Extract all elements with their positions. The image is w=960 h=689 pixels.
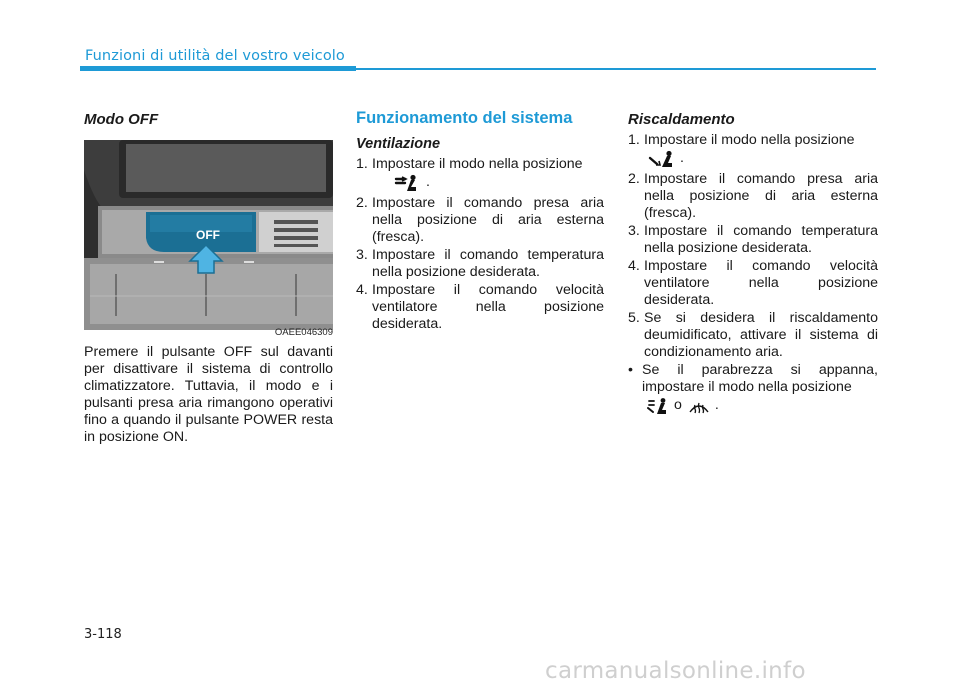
list-item: 4. Impostare il comando velocità ventilatore nella posizione desiderata. xyxy=(356,282,604,332)
figure-off-button xyxy=(84,140,333,338)
figure-code: OAEE046309 xyxy=(274,327,333,338)
list-item: 1. Impostare il modo nella posizione xyxy=(356,156,583,172)
riscaldamento-steps xyxy=(628,132,878,416)
list-item-icon-line: o . xyxy=(628,397,878,416)
list-item: 3. Impostare il comando temperatura nella posizione desiderata. xyxy=(356,247,604,280)
header-rule xyxy=(356,68,876,70)
defrost-icon xyxy=(688,397,710,416)
list-item-icon-line: . xyxy=(356,174,604,193)
subheading-ventilazione: Ventilazione xyxy=(356,136,441,152)
column-modo-off-text xyxy=(84,344,333,446)
page-number: 3-118 xyxy=(84,627,122,642)
floor-defrost-icon xyxy=(646,397,668,416)
heading-modo-off: Modo OFF xyxy=(84,111,159,128)
watermark: carmanualsonline.info xyxy=(545,658,806,684)
heading-riscaldamento: Riscaldamento xyxy=(628,111,735,128)
list-item: 1. Impostare il modo nella posizione xyxy=(628,132,855,148)
face-vent-icon xyxy=(394,174,420,193)
list-item: 3. Impostare il comando temperatura nella posizione desiderata. xyxy=(628,223,878,256)
climate-panel-illustration xyxy=(84,140,333,330)
list-item-bullet: • Se il parabrezza si appanna, impostare il modo nella posizione xyxy=(628,362,878,395)
column-riscaldamento xyxy=(628,111,878,417)
list-item: 2. Impostare il comando presa aria nella posizione di aria esterna (fresca). xyxy=(356,195,604,245)
floor-vent-icon xyxy=(648,150,674,169)
list-item: 5. Se si desidera il riscaldamento deumidificato, attivare il sistema di condizionamento aria. xyxy=(628,310,878,360)
list-item: 2. Impostare il comando presa aria nella posizione di aria esterna (fresca). xyxy=(628,171,878,221)
list-item: 4. Impostare il comando velocità ventilatore nella posizione desiderata. xyxy=(628,258,878,308)
section-header-title: Funzioni di utilità del vostro veicolo xyxy=(85,48,345,64)
column-modo-off xyxy=(84,111,333,128)
ventilazione-steps xyxy=(356,156,604,333)
header-rule-accent xyxy=(80,66,356,71)
paragraph-modo-off: Premere il pulsante OFF sul davanti per disattivare il sistema di controllo climatizzatore. Tuttavia, il modo e i pulsanti presa aria rimangono operativi fino a quando il pulsante POWER resta in posizione ON. xyxy=(84,344,333,445)
heading-funzionamento: Funzionamento del sistema xyxy=(356,109,573,127)
off-button-label: OFF xyxy=(196,228,220,242)
list-item-icon-line: . xyxy=(628,150,878,169)
column-ventilazione xyxy=(356,110,604,334)
